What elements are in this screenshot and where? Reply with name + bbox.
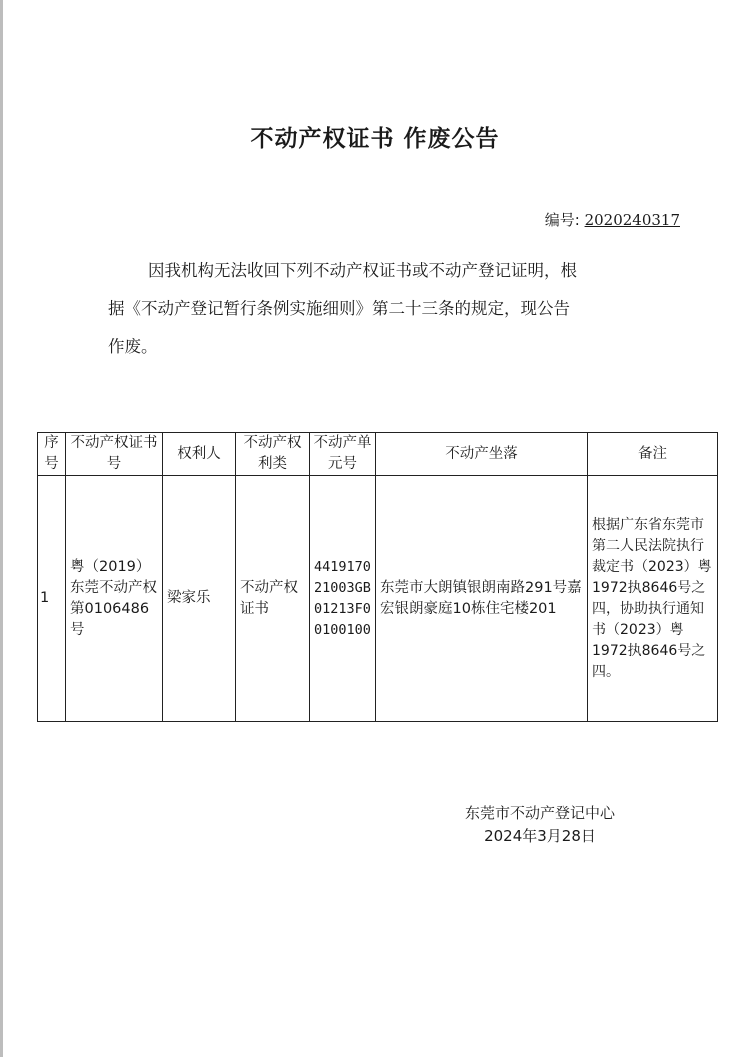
body-line-1: 因我机构无法收回下列不动产权证书或不动产登记证明，根 (148, 261, 577, 280)
cell-remarks: 根据广东省东莞市第二人民法院执行裁定书（2023）粤1972执8646号之四，协助执行通知书（2023）粤1972执8646号之四。 (588, 476, 718, 722)
announcement-body (108, 252, 668, 366)
table-row (38, 476, 718, 722)
cell-unit-no: 441917021003GB01213F00100100 (310, 476, 376, 722)
header-cert-no: 不动产权证书号 (66, 433, 163, 476)
header-location: 不动产坐落 (376, 433, 588, 476)
table-header-row (38, 433, 718, 476)
header-unit-no: 不动产单元号 (310, 433, 376, 476)
header-right-type: 不动产权利类 (236, 433, 310, 476)
document-number-value: 2020240317 (584, 211, 680, 229)
header-owner: 权利人 (163, 433, 236, 476)
header-seq: 序号 (38, 433, 66, 476)
signoff (440, 802, 640, 848)
body-line-2: 据《不动产登记暂行条例实施细则》第二十三条的规定，现公告 (108, 299, 570, 318)
header-remarks: 备注 (588, 433, 718, 476)
cell-owner: 梁家乐 (163, 476, 236, 722)
scan-edge (0, 0, 3, 1057)
certificate-table (37, 432, 718, 722)
page-title: 不动产权证书 作废公告 (250, 126, 500, 152)
issue-date: 2024年3月28日 (484, 827, 596, 845)
document-number-label: 编号: (544, 211, 580, 229)
cell-location: 东莞市大朗镇银朗南路291号嘉宏银朗豪庭10栋住宅楼201 (376, 476, 588, 722)
cell-cert-no: 粤（2019）东莞不动产权第0106486号 (66, 476, 163, 722)
cell-right-type: 不动产权证书 (236, 476, 310, 722)
body-line-3: 作废。 (108, 337, 158, 356)
issuing-organization: 东莞市不动产登记中心 (464, 804, 615, 822)
document-number (545, 209, 680, 230)
cell-seq: 1 (38, 476, 66, 722)
